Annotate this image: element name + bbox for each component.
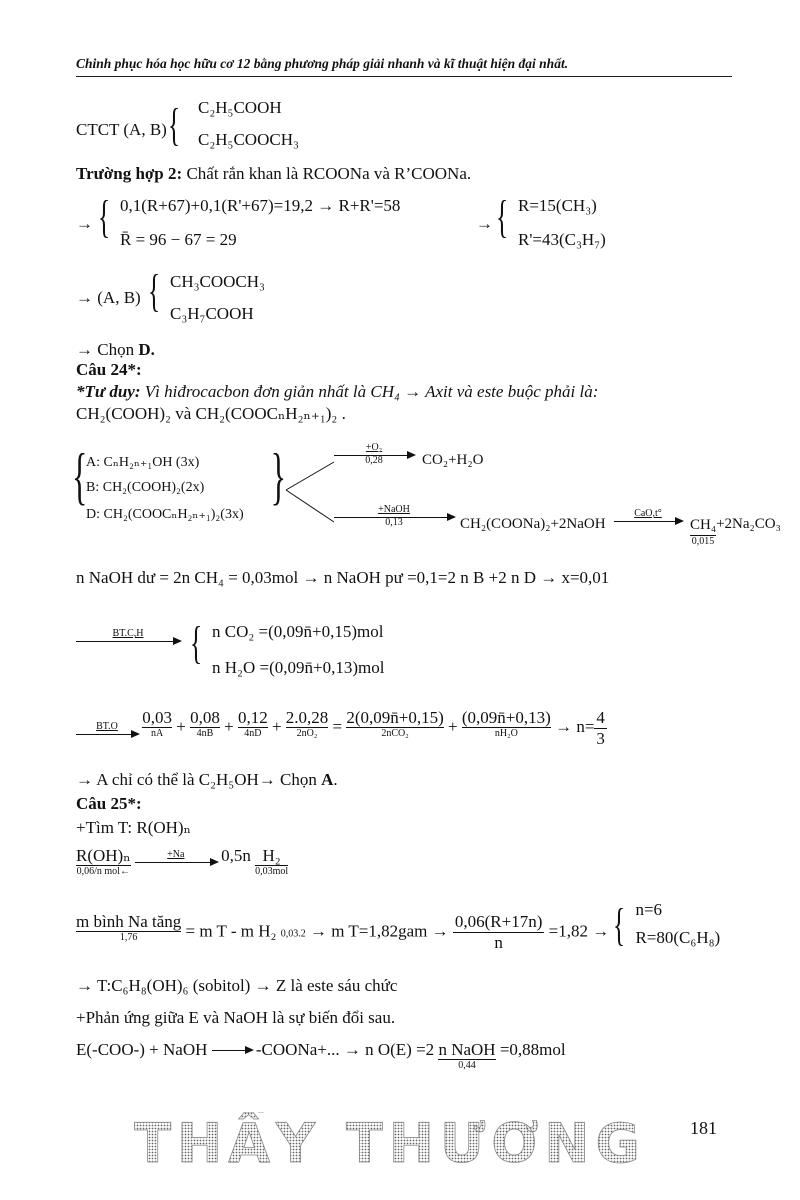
last-c: =0,88mol: [499, 1040, 566, 1059]
think-label: *Tư duy:: [76, 382, 141, 401]
bto-term: 0,12: [237, 708, 268, 727]
conclusion: [76, 770, 338, 790]
arrow-shaft: [334, 517, 454, 518]
arrow-top-label: +O₂: [365, 442, 383, 453]
frac-den: 3: [596, 729, 605, 748]
res-2: R=80(C₆H₈): [635, 928, 721, 948]
arrow-top-label: CaO,t°: [634, 508, 662, 519]
ctct-label: CTCT (A, B): [76, 120, 167, 139]
mass-line: [76, 899, 763, 953]
choose-prefix: → Chọn: [76, 340, 139, 359]
arrow-label: BT.C,H: [112, 628, 144, 639]
q25-title: Câu 25*:: [76, 794, 142, 813]
think-text: Vì hiđrocacbon đơn giản nhất là CH₄ → Axit và este buộc phải là:: [140, 382, 599, 401]
h2: H₂: [255, 846, 288, 866]
arrow-btch: [76, 628, 180, 642]
bto-term: 0,03: [142, 708, 172, 727]
bto-sub: 4nD: [244, 728, 262, 739]
n-h2o: n H₂O =(0,09n̄+0,13)mol: [212, 658, 385, 677]
frac-den: n: [494, 933, 503, 952]
page-number: 181: [690, 1118, 717, 1138]
last-a: E(-COO-) + NaOH: [76, 1040, 208, 1059]
find-t: +Tìm T: R(OH)ₙ: [76, 818, 191, 837]
r-oh-under: [76, 846, 131, 878]
bto-sub: 2nCO₂: [381, 728, 409, 739]
n-naoh: n NaOH: [438, 1040, 496, 1059]
r-oh-line: [76, 846, 288, 878]
naoh-line: n NaOH dư = 2n CH₄ = 0,03mol → n NaOH pư =0,1=2 n B +2 n D → x=0,01: [76, 568, 610, 587]
frac-num: 4: [596, 708, 605, 727]
ctct-line-1: C₂H₅COOH: [198, 98, 282, 117]
brace: {: [613, 899, 626, 951]
arrow-shaft: [76, 734, 138, 735]
arrow-shaft: [614, 521, 682, 522]
brace: {: [98, 191, 111, 242]
case2-line: [76, 164, 471, 184]
q24-title: Câu 24*:: [76, 360, 142, 379]
ch4: CH₄: [690, 516, 716, 536]
frac-tail: =1,82 →: [548, 921, 610, 941]
prod-3: [690, 516, 781, 548]
prod3-tail: +2Na₂CO₃: [716, 516, 781, 532]
sys-b: B: CH₂(COOH)₂(2x): [86, 480, 205, 495]
ctct-line-2: C₂H₅COOCH₃: [198, 130, 299, 149]
brace: {: [72, 440, 88, 511]
eq1-line-2: R̄ = 96 − 67 = 29: [120, 230, 237, 249]
arrow-shaft: [76, 641, 180, 642]
res-system: [613, 899, 763, 951]
sys-d: D: CH₂(COOCₙH₂ₙ₊₁)₂(3x): [86, 507, 244, 522]
t-line: → T:C₆H₈(OH)₆ (sobitol) → Z là este sáu chức: [76, 976, 398, 995]
arrow-cao: [614, 508, 682, 522]
frac-num: 0,06(R+17n): [454, 912, 543, 931]
arrow: [212, 1048, 252, 1051]
arrow-label: BT.O: [96, 721, 118, 733]
prod-05n: 0,5n: [221, 846, 251, 865]
dot: .: [333, 770, 338, 789]
reaction-text: +Phản ứng giữa E và NaOH là sự biến đổi sau.: [76, 1008, 396, 1027]
prod-1: CO₂+H₂O: [422, 452, 484, 468]
h2-sub: 0,03mol: [255, 866, 289, 877]
bto-term: 2.0,28: [285, 708, 329, 727]
choose-d: [76, 340, 155, 360]
ab-label: → (A, B): [76, 288, 141, 307]
arrow-shaft: [212, 1050, 252, 1051]
bto-sub: nA: [151, 728, 164, 739]
running-header: Chinh phục hóa học hữu cơ 12 bằng phương pháp giải nhanh và kĩ thuật hiện đại nhất.: [76, 56, 569, 71]
eq1-result-1: R=15(CH₃): [518, 196, 597, 215]
m-binh: m bình Na tăng: [76, 912, 182, 931]
footer-logo-text: THẦY THƯƠNG: [134, 1112, 646, 1172]
ab-line-2: C₃H₇COOH: [170, 304, 254, 323]
arrow-label: +Na: [167, 849, 185, 860]
r-oh: R(OH)ₙ: [76, 846, 131, 865]
eq1-result-2: R'=43(C₃H₇): [518, 230, 606, 249]
arrow-top-label: +NaOH: [378, 504, 410, 515]
bto-term: (0,09n̄+0,13): [461, 708, 551, 727]
arrow-naoh: [334, 504, 454, 528]
bto-sub: nH₂O: [494, 728, 518, 739]
m-t: → m T=1,82gam →: [309, 921, 449, 941]
header-rule: [76, 76, 732, 77]
bto-term: 0,08: [190, 708, 220, 727]
bto-sub: 4nB: [196, 728, 214, 739]
brace: {: [168, 99, 181, 150]
arrow-na: [135, 849, 217, 863]
footer-logo: [100, 1112, 680, 1172]
arrow-shaft: [135, 862, 217, 863]
m-h2-sub: 0,03.2: [280, 928, 306, 940]
bto-term: 2(0,09n̄+0,15): [346, 708, 444, 727]
ch4-sub: 0,015: [691, 536, 715, 547]
conclusion-text: → A chỉ có thể là C₂H₅OH→ Chọn: [76, 770, 322, 789]
case2-text: Chất rắn khan là RCOONa và R’COONa.: [182, 164, 472, 183]
last-b: -COONa+... → n O(E) =2: [255, 1040, 435, 1059]
arrow-shaft: [334, 455, 414, 456]
m-binh-sub: 1,76: [119, 932, 138, 943]
case2-label: Trường hợp 2:: [76, 164, 183, 183]
arrow-bto: [76, 721, 138, 735]
last-line: [76, 1040, 566, 1072]
n-co2: n CO₂ =(0,09n̄+0,15)mol: [212, 622, 384, 641]
answer-d: D.: [138, 340, 155, 359]
h2-under: [255, 846, 288, 878]
eq1-line-1: 0,1(R+67)+0,1(R'+67)=19,2 → R+R'=58: [120, 196, 401, 215]
arrow-glyph: →: [476, 214, 493, 233]
arrow-bot-label: 0,13: [385, 517, 403, 528]
brace-right: {: [270, 440, 286, 511]
n-naoh-sub: 0,44: [458, 1060, 476, 1071]
brace: {: [148, 265, 161, 316]
prod-2: CH₂(COONa)₂+2NaOH: [460, 516, 606, 532]
res-1: n=6: [635, 900, 663, 920]
answer-a: A: [321, 770, 334, 789]
arrow-o2: [334, 442, 414, 466]
arrow-bot-label: 0,28: [365, 455, 383, 466]
r-oh-sub: 0,06/n mol←: [76, 866, 130, 877]
ab-line-1: CH₃COOCH₃: [170, 272, 265, 291]
sys-a: A: CₙH₂ₙ₊₁OH (3x): [86, 455, 200, 470]
bto-result: n=: [576, 717, 595, 736]
m-eq: = m T - m H₂: [185, 921, 277, 941]
q24-line2: CH₂(COOH)₂ và CH₂(COOCₙH₂ₙ₊₁)₂ .: [76, 404, 346, 423]
brace: {: [190, 617, 203, 668]
brace: {: [496, 191, 509, 242]
bto-sub: 2nO₂: [296, 728, 318, 739]
q24-think: [76, 382, 598, 402]
arrow-glyph: →: [76, 214, 93, 233]
bto-line: BT.O 0,03 nA + 0,08 4nB + 0,12 4nD + 2.0,28 2nO₂ = 2(0,09n̄+0,15) 2nCO₂ + (0,09n̄+0,13) nH₂O → n= $\frac{4}{3}$: [76, 708, 607, 749]
